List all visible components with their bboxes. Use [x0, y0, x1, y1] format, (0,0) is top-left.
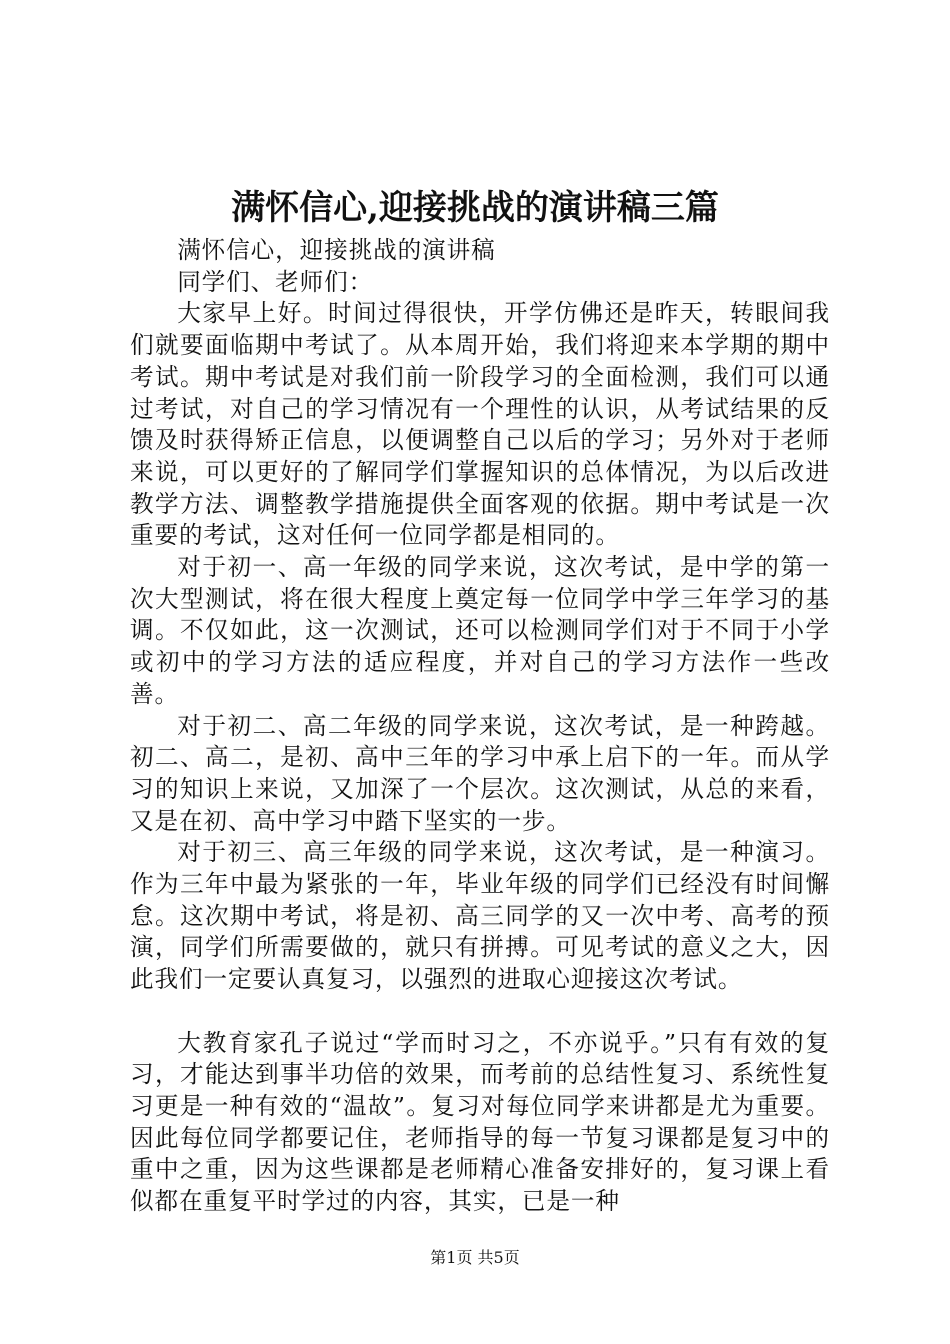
page-footer: 第1页 共5页	[430, 1248, 520, 1267]
subtitle-paragraph: 满怀信心，迎接挑战的演讲稿	[177, 236, 496, 264]
body-paragraph: 对于初三、高三年级的同学来说，这次考试，是一种演习。作为三年中最为紧张的一年，毕业年级的同学们已经没有时间懈怠。这次期中考试，将是初、高三同学的又一次中考、高考的预演，同学们所需要做的，就只有拼搏。可见考试的意义之大，因此我们一定要认真复习，以强烈的进取心迎接这次考试。	[130, 838, 830, 994]
body-paragraph: 对于初二、高二年级的同学来说，这次考试，是一种跨越。初二、高二，是初、高中三年的学习中承上启下的一年。而从学习的知识上来说，又加深了一个层次。这次测试，从总的来看，又是在初、高中学习中踏下坚实的一步。	[130, 711, 830, 835]
body-paragraph: 大教育家孔子说过“学而时习之，不亦说乎。”只有有效的复习，才能达到事半功倍的效果，而考前的总结性复习、系统性复习更是一种有效的“温故”。复习对每位同学来讲都是尤为重要。因此每位同学都要记住，老师指导的每一节复习课都是复习中的重中之重，因为这些课都是老师精心准备安排好的，复习课上看似都在重复平时学过的内容，其实，已是一种	[130, 1028, 830, 1216]
document-title: 满怀信心,迎接挑战的演讲稿三篇	[231, 188, 719, 228]
document-body	[130, 235, 830, 1218]
body-paragraph: 对于初一、高一年级的同学来说，这次考试，是中学的第一次大型测试，将在很大程度上奠定每一位同学中学三年学习的基调。不仅如此，这一次测试，还可以检测同学们对于不同于小学或初中的学习方法的适应程度，并对自己的学习方法作一些改善。	[130, 553, 830, 708]
salutation-paragraph: 同学们、老师们：	[177, 267, 374, 296]
body-paragraph: 大家早上好。时间过得很快，开学仿佛还是昨天，转眼间我们就要面临期中考试了。从本周开始，我们将迎来本学期的期中考试。期中考试是对我们前一阶段学习的全面检测，我们可以通过考试，对自己的学习情况有一个理性的认识，从考试结果的反馈及时获得矫正信息，以便调整自己以后的学习；另外对于老师来说，可以更好的了解同学们掌握知识的总体情况，为以后改进教学方法、调整教学措施提供全面客观的依据。期中考试是一次重要的考试，这对任何一位同学都是相同的。	[130, 299, 830, 550]
